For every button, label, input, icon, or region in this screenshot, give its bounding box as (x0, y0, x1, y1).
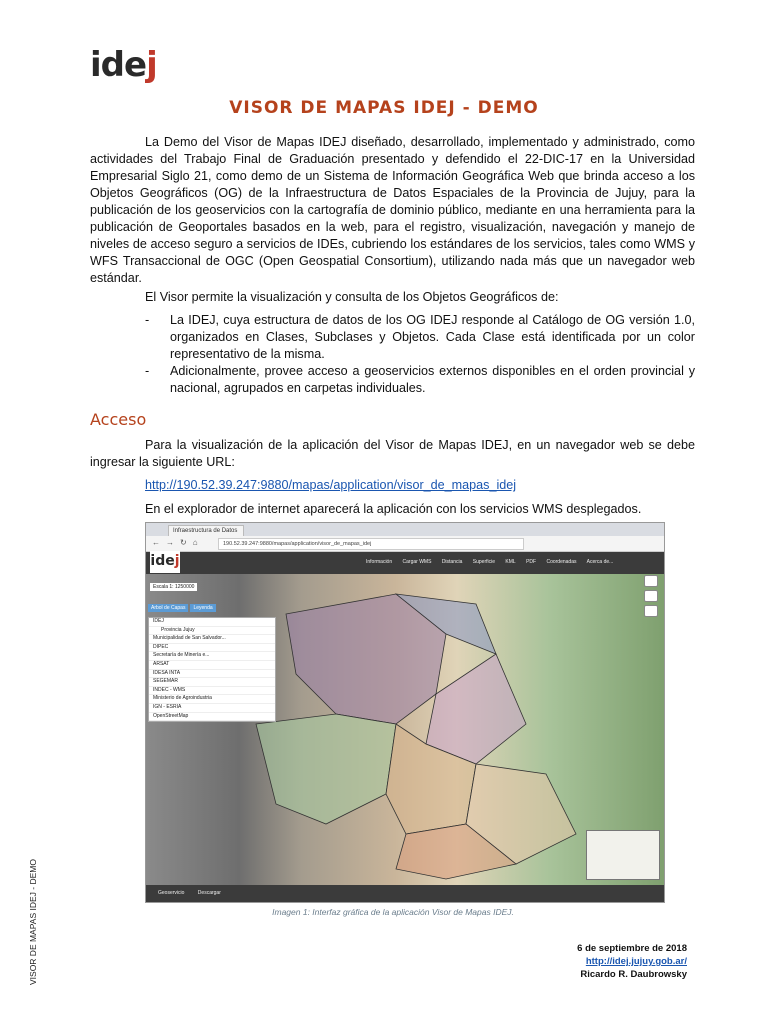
visor-intro-paragraph: El Visor permite la visualización y consulta de los Objetos Geográficos de: (145, 290, 559, 304)
status-item: Geoservicio (158, 890, 185, 896)
layer-item: OpenStreetMap (149, 713, 275, 722)
zoom-out-icon (644, 590, 658, 602)
overview-map (586, 830, 660, 880)
layer-item: Municipalidad de San Salvador... (149, 635, 275, 644)
layer-item: Ministerio de Agroindustria (149, 695, 275, 704)
layer-item: IDESA INTA (149, 670, 275, 679)
region-shape (256, 714, 396, 824)
browser-tab-bar (146, 523, 664, 536)
zoom-in-icon (644, 575, 658, 587)
panel-buttons (148, 596, 218, 614)
layer-tree (148, 617, 276, 722)
browser-nav-icons: ←→↻⌂ (152, 538, 204, 547)
layer-item: SEGEMAR (149, 678, 275, 687)
layer-item: IGN - ESRIA (149, 704, 275, 713)
menu-item: Distancia (441, 559, 463, 565)
bullet-marker: - (145, 364, 150, 378)
address-field: 190.52.39.247:9880/mapas/application/visor_de_mapas_idej (218, 538, 524, 550)
menu-item: KML (505, 559, 516, 565)
footer (577, 942, 687, 981)
page-title: VISOR DE MAPAS IDEJ - DEMO (229, 98, 539, 118)
scale-readout: Escala 1: 1250000 (150, 583, 197, 591)
layer-item: Provincia Jujuy (149, 627, 275, 636)
browser-tab: Infraestructura de Datos (168, 525, 244, 537)
list-item-text: Adicionalmente, provee acceso a geoservicios externos disponibles en el orden provincial y nacional, agrupados en carpetas individuales. (170, 364, 695, 395)
menu-item: PDF (526, 559, 537, 565)
menu-item: Acerca de... (586, 559, 614, 565)
side-label: VISOR DE MAPAS IDEJ - DEMO (28, 859, 38, 985)
pan-icon (644, 605, 658, 617)
idej-logo (90, 45, 160, 93)
access-url-link[interactable]: http://190.52.39.247:9880/mapas/application/visor_de_mapas_idej (145, 478, 517, 492)
map-tools (644, 575, 658, 620)
region-shape (426, 654, 526, 764)
footer-author: Ricardo R. Daubrowsky (580, 969, 687, 980)
layer-item: IDEJ (149, 618, 275, 627)
logo-text-accent: j (146, 45, 157, 85)
footer-url-link[interactable]: http://idej.jujuy.gob.ar/ (585, 956, 687, 967)
app-status-bar (146, 885, 664, 902)
section-heading-acceso: Acceso (90, 410, 147, 429)
app-toolbar (146, 552, 664, 574)
feature-list (145, 312, 695, 397)
explorer-paragraph: En el explorador de internet aparecerá la aplicación con los servicios WMS desplegados. (145, 502, 642, 516)
list-item-text: La IDEJ, cuya estructura de datos de los OG IDEJ responde al Catálogo de OG versión 1.0, organizados en Clases, Subclases y Objetos. Cada Clase está identificada por un color representativo de la misma. (170, 313, 695, 361)
footer-date: 6 de septiembre de 2018 (577, 943, 687, 954)
menu-item: Superficie (472, 559, 496, 565)
menu-item: Información (366, 559, 393, 565)
app-menu (366, 559, 622, 565)
access-paragraph: Para la visualización de la aplicación del Visor de Mapas IDEJ, en un navegador web se debe ingresar la siguiente URL: (90, 438, 695, 469)
browser-address-bar (146, 536, 664, 552)
legend-button: Leyenda (190, 604, 215, 612)
layer-item: INDEC - WMS (149, 687, 275, 696)
app-logo: idej (150, 551, 180, 573)
status-item: Descargar (197, 890, 221, 896)
layer-tree-button: Arbol de Capas (148, 604, 188, 612)
layer-item: ARSAT (149, 661, 275, 670)
list-item (145, 363, 695, 397)
menu-item: Cargar WMS (402, 559, 432, 565)
menu-item: Coordenadas (546, 559, 577, 565)
app-screenshot (145, 522, 665, 903)
logo-text: ide (90, 45, 147, 85)
list-item (145, 312, 695, 363)
intro-paragraph: La Demo del Visor de Mapas IDEJ diseñado, desarrollado, implementado y administrado, como actividades del Trabajo Final de Graduación presentado y defendido el 22-DIC-17 en la Universidad Empresarial Siglo 21, como demo de un Sistema de Información Geográfica Web que brinda acceso a los Objetos Geográficos (OG) de la Infraestructura de Datos Espaciales de la Provincia de Jujuy, para la publicación de los geoservicios con la cartografía de dominio público, mediante en una herramienta para la publicación de Geoportales basados en la web, para el registro, visualización, navegación y manejo de niveles de acceso seguro a servicios de IDEs, cubriendo los estándares de los servicios, tales como WMS y WFS Transaccional de OGC (Open Geospatial Consortium), utilizando nada más que un navegador web estándar. (90, 135, 695, 285)
layer-item: DIPEC (149, 644, 275, 653)
bullet-marker: - (145, 313, 150, 327)
image-caption: Imagen 1: Interfaz gráfica de la aplicación Visor de Mapas IDEJ. (272, 907, 514, 917)
layer-item: Secretaría de Minería e... (149, 652, 275, 661)
